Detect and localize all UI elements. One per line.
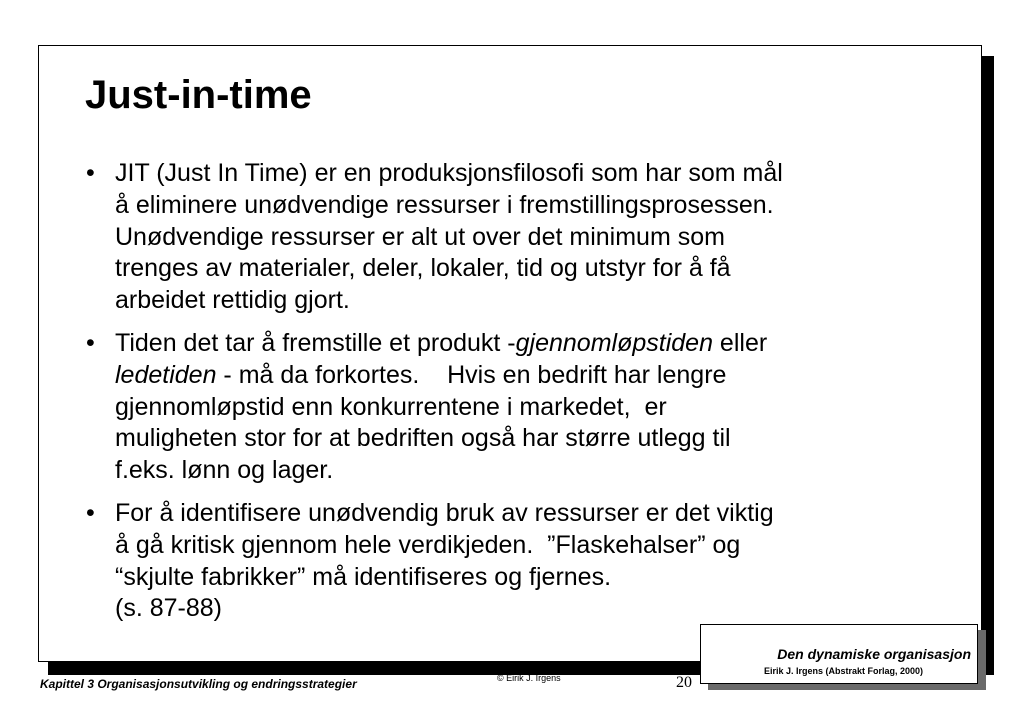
bullet-text-line [115,328,946,360]
page-number: 20 [676,674,692,691]
bullet-text-line: muligheten stor for at bedriften også har større utlegg til [115,424,731,453]
bullet-list [86,158,946,636]
bullet-italic-term: ledetiden [115,360,217,389]
footer-copyright: © Eirik J. Irgens [497,673,561,683]
bullet-text-line: For å identifisere unødvendig bruk av ressurser er det viktig [115,498,774,527]
bullet-text-line: JIT (Just In Time) er en produksjonsfilosofi som har som mål [115,159,783,187]
book-title: Den dynamiske organisasjon [777,646,971,662]
bullet-text-line: f.eks. lønn og lager. [115,456,334,485]
bullet-text-line: å gå kritisk gjennom hele verdikjeden. ”Flaskehalser” og [115,530,741,559]
bullet-marker: • [86,159,95,187]
bullet-text-line: “skjulte fabrikker” må identifiseres og fjernes. [115,562,612,591]
bullet-text-line: gjennomløpstid enn konkurrentene i markedet, er [115,392,667,421]
book-author-publisher: Eirik J. Irgens (Abstrakt Forlag, 2000) [763,666,923,676]
footer-chapter: Kapittel 3 Organisasjonsutvikling og endringsstrategier [40,677,357,691]
bullet-item-lead-time [86,328,946,487]
bullet-text-line: arbeidet rettidig gjort. [115,286,350,315]
bullet-text-line: (s. 87-88) [115,594,222,623]
bullet-italic-term: gjennomløpstiden [515,328,713,357]
bullet-text-line [115,360,946,392]
bullet-text-segment: Tiden det tar å fremstille et produkt - [115,328,516,357]
bullet-text-line: trenges av materialer, deler, lokaler, tid og utstyr for å få [115,254,731,283]
citation-box [700,624,978,684]
bullet-text-line: Unødvendige ressurser er alt ut over det minimum som [115,222,725,251]
bullet-item-bottlenecks [86,498,946,625]
bullet-text-line: å eliminere unødvendige ressurser i fremstillingsprosessen. [115,190,774,219]
slide-title: Just-in-time [85,73,312,117]
bullet-text-segment: eller [712,328,768,357]
bullet-marker: • [86,498,95,527]
bullet-text-segment: - må da forkortes. Hvis en bedrift har lengre [216,360,727,389]
bullet-item-jit-definition [86,158,946,317]
bullet-marker: • [86,328,95,357]
